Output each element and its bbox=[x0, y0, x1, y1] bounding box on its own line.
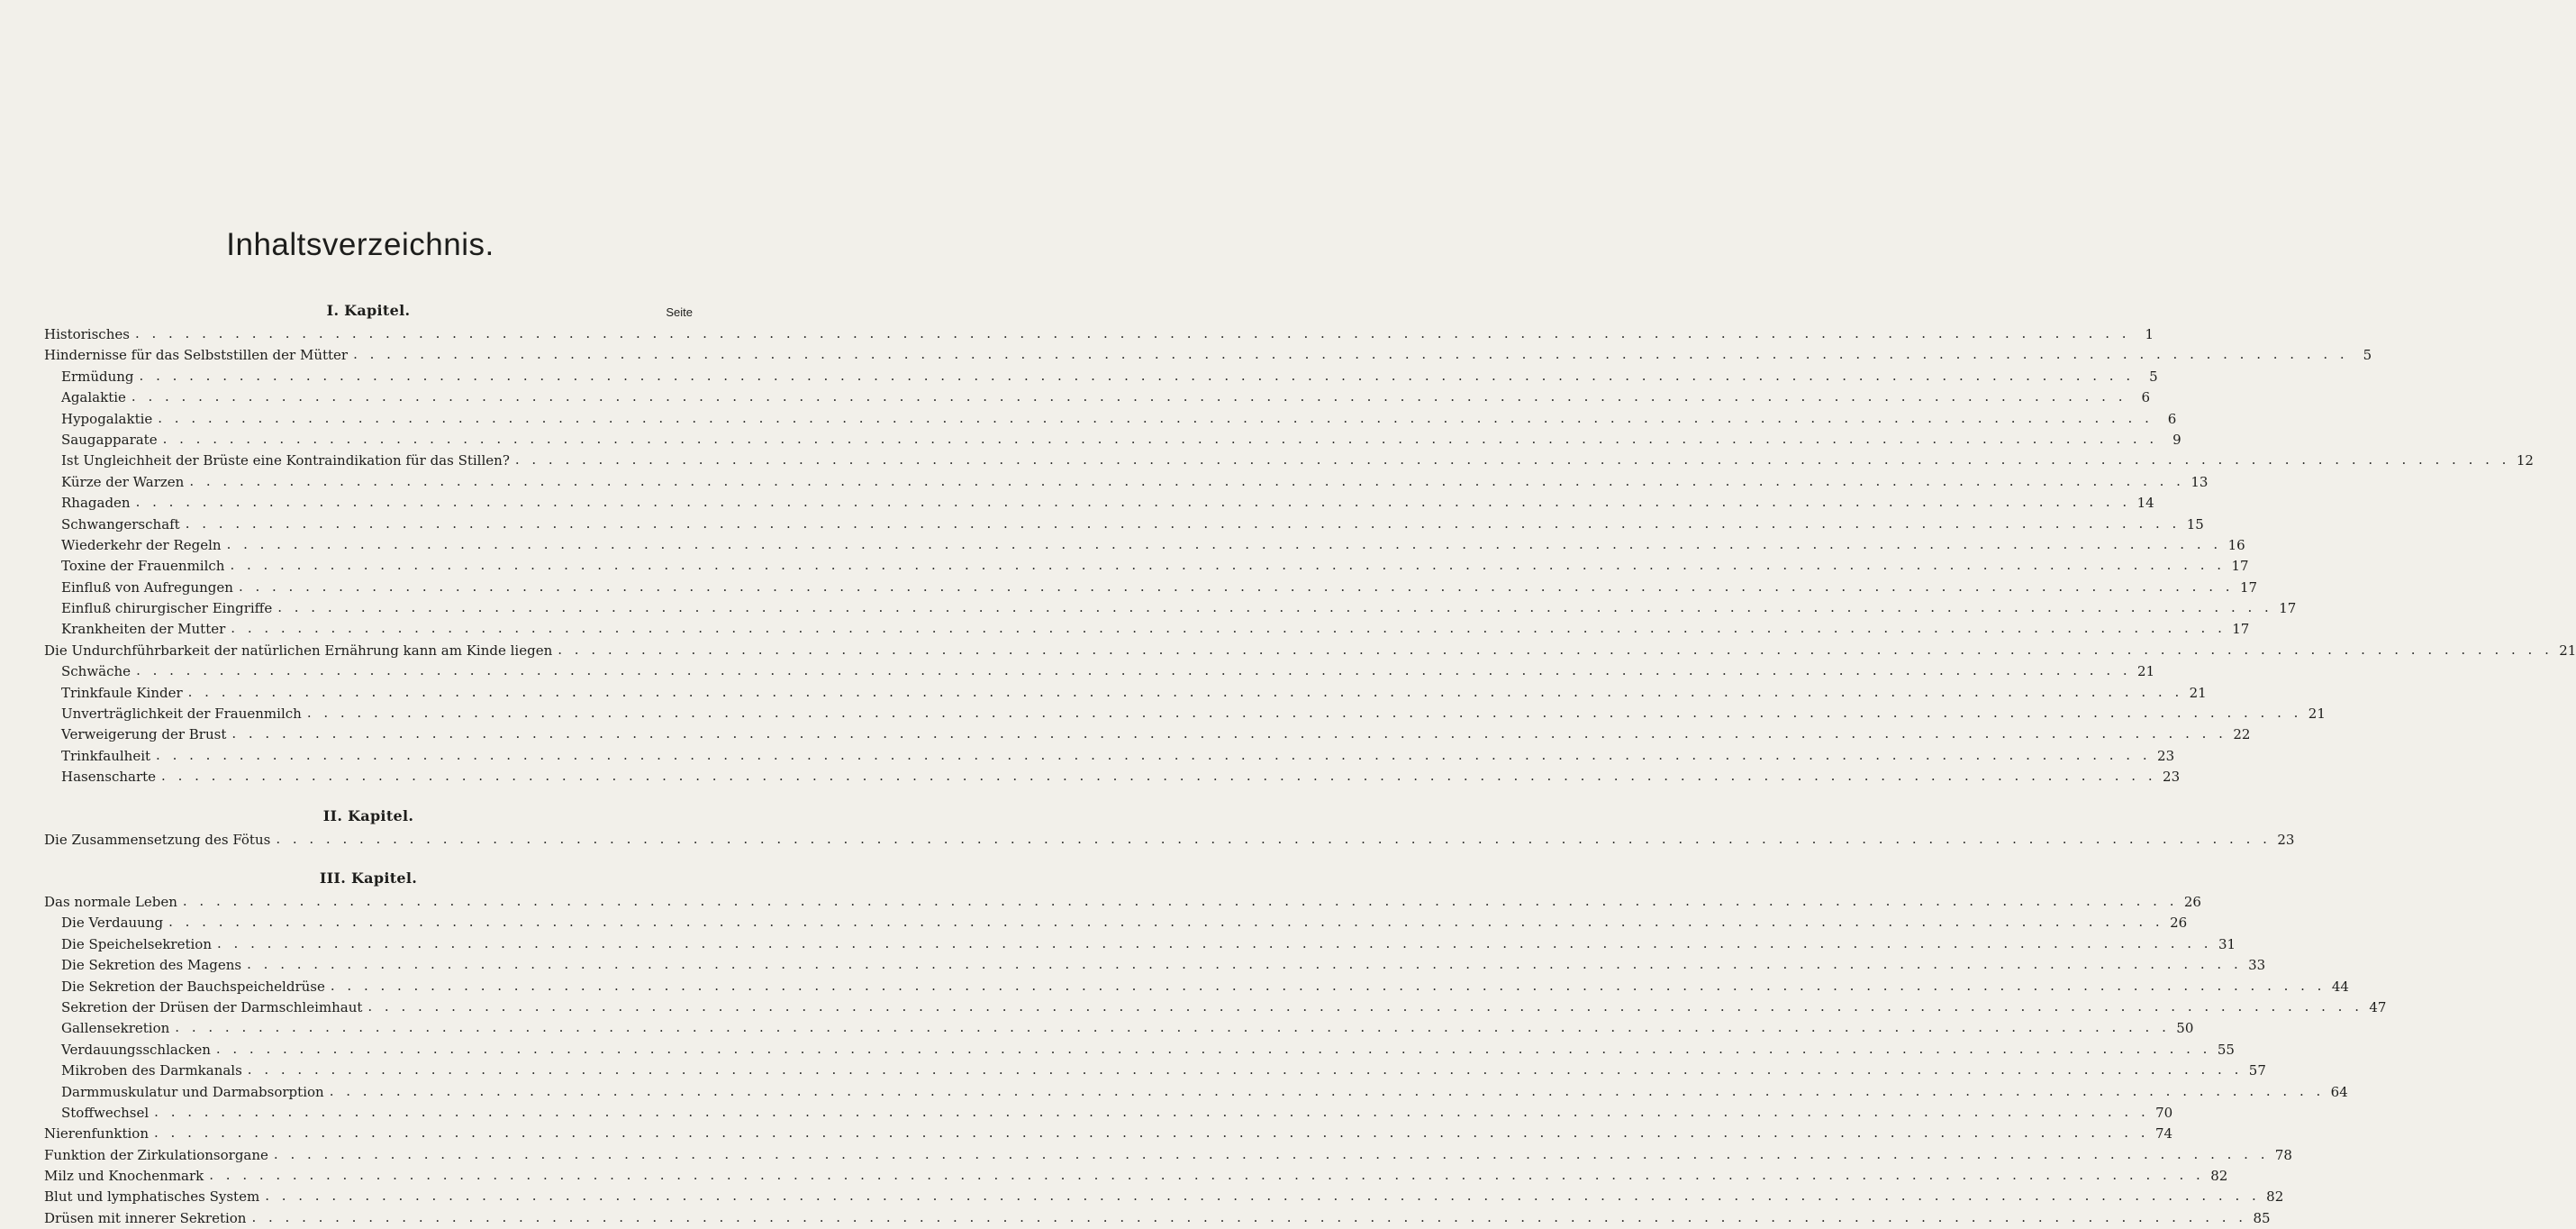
dot-leader: . . . . . . . . . . . . . . . . . . . . . . . . . . . . . . . . . . . . . . . . . . . . . . . . . . . . . . . . . . . . . . . . . . . . . . . . . . . . . . . . . . . . . . . . . . . . . . . . . . . . . . . . . . . . . . . . . . . . . . . . bbox=[217, 934, 2213, 951]
entry-title: Trinkfaule Kinder bbox=[61, 684, 183, 701]
toc-subentry bbox=[44, 619, 2250, 640]
entry-title: Milz und Knochenmark bbox=[44, 1168, 204, 1185]
dot-leader: . . . . . . . . . . . . . . . . . . . . . . . . . . . . . . . . . . . . . . . . . . . . . . . . . . . . . . . . . . . . . . . . . . . . . . . . . . . . . . . . . . . . . . . . . . . . . . . . . . . . . . . . . . . . . . . . . . . . . . . . bbox=[154, 1124, 2150, 1142]
toc-subentry bbox=[44, 746, 2175, 767]
dot-leader: . . . . . . . . . . . . . . . . . . . . . . . . . . . . . . . . . . . . . . . . . . . . . . . . . . . . . . . . . . . . . . . . . . . . . . . . . . . . . . . . . . . . . . . . . . . . . . . . . . . . . . . . . . . . . . . . . . . . . . . . bbox=[329, 1082, 2325, 1099]
toc-subentry bbox=[44, 472, 2209, 493]
dot-leader: . . . . . . . . . . . . . . . . . . . . . . . . . . . . . . . . . . . . . . . . . . . . . . . . . . . . . . . . . . . . . . . . . . . . . . . . . . . . . . . . . . . . . . . . . . . . . . . . . . . . . . . . . . . . . . . . . . . . . . . . bbox=[187, 683, 2183, 700]
toc-subentry bbox=[44, 514, 2204, 535]
toc-subentry bbox=[44, 1061, 2266, 1081]
toc-entry bbox=[44, 345, 2372, 366]
toc-subentry bbox=[44, 913, 2188, 933]
entry-title: Wiederkehr der Regeln bbox=[61, 536, 222, 553]
page-number: 55 bbox=[2217, 1041, 2235, 1058]
toc-subentry bbox=[44, 1082, 2348, 1103]
toc-subentry bbox=[44, 1040, 2235, 1061]
toc-subentry bbox=[44, 451, 2534, 471]
page-number: 15 bbox=[2186, 515, 2204, 533]
page-number: 17 bbox=[2232, 621, 2250, 638]
page-number: 5 bbox=[2363, 347, 2372, 364]
chapter-spacer bbox=[44, 851, 693, 865]
table-of-contents bbox=[44, 297, 2576, 1229]
page-title: Inhaltsverzeichnis. bbox=[226, 227, 494, 262]
dot-leader: . . . . . . . . . . . . . . . . . . . . . . . . . . . . . . . . . . . . . . . . . . . . . . . . . . . . . . . . . . . . . . . . . . . . . . . . . . . . . . . . . . . . . . . . . . . . . . . . . . . . . . . . . . . . . . . . . . . . . . . . bbox=[247, 956, 2243, 973]
chapter-heading: I. Kapitel. bbox=[326, 302, 411, 319]
entry-title: Einfluß von Aufregungen bbox=[61, 578, 233, 596]
entry-title: Die Zusammensetzung des Fötus bbox=[44, 831, 271, 848]
page-number: 6 bbox=[2141, 389, 2150, 406]
toc-subentry bbox=[44, 409, 2177, 430]
page-number: 17 bbox=[2231, 558, 2249, 575]
page-number: 44 bbox=[2331, 978, 2349, 995]
entry-title: Rhagaden bbox=[61, 495, 131, 512]
page-number: 82 bbox=[2266, 1188, 2284, 1206]
toc-subentry bbox=[44, 683, 2207, 704]
dot-leader: . . . . . . . . . . . . . . . . . . . . . . . . . . . . . . . . . . . . . . . . . . . . . . . . . . . . . . . . . . . . . . . . . . . . . . . . . . . . . . . . . . . . . . . . . . . . . . . . . . . . . . . . . . . . . . . . . . . . . . . . bbox=[154, 1103, 2150, 1120]
page-number: 33 bbox=[2248, 957, 2266, 974]
page-number: 1 bbox=[2145, 326, 2154, 342]
dot-leader: . . . . . . . . . . . . . . . . . . . . . . . . . . . . . . . . . . . . . . . . . . . . . . . . . . . . . . . . . . . . . . . . . . . . . . . . . . . . . . . . . . . . . . . . . . . . . . . . . . . . . . . . . . . . . . . . . . . . . . . . bbox=[215, 1040, 2211, 1057]
entry-title: Das normale Leben bbox=[44, 893, 177, 910]
chapter-spacer bbox=[44, 788, 693, 803]
page-number: 21 bbox=[2308, 706, 2326, 723]
dot-leader: . . . . . . . . . . . . . . . . . . . . . . . . . . . . . . . . . . . . . . . . . . . . . . . . . . . . . . . . . . . . . . . . . . . . . . . . . . . . . . . . . . . . . . . . . . . . . . . . . . . . . . . . . . . . . . . . . . . . . . . . bbox=[247, 1061, 2243, 1079]
dot-leader: . . . . . . . . . . . . . . . . . . . . . . . . . . . . . . . . . . . . . . . . . . . . . . . . . . . . . . . . . . . . . . . . . . . . . . . . . . . . . . . . . . . . . . . . . . . . . . . . . . . . . . . . . . . . . . . . . . . . . . . . bbox=[226, 535, 2222, 552]
toc-entry bbox=[44, 1145, 2292, 1166]
dot-leader: . . . . . . . . . . . . . . . . . . . . . . . . . . . . . . . . . . . . . . . . . . . . . . . . . . . . . . . . . . . . . . . . . . . . . . . . . . . . . . . . . . . . . . . . . . . . . . . . . . . . . . . . . . . . . . . . . . . . . . . . bbox=[136, 662, 2132, 679]
entry-title: Funktion der Zirkulationsorgane bbox=[44, 1146, 268, 1163]
page-number: 16 bbox=[2227, 536, 2245, 553]
toc-subentry bbox=[44, 535, 2245, 556]
entry-title: Kürze der Warzen bbox=[61, 473, 185, 490]
dot-leader: . . . . . . . . . . . . . . . . . . . . . . . . . . . . . . . . . . . . . . . . . . . . . . . . . . . . . . . . . . . . . . . . . . . . . . . . . . . . . . . . . . . . . . . . . . . . . . . . . . . . . . . . . . . . . . . . . . . . . . . . bbox=[231, 620, 2227, 637]
toc-subentry bbox=[44, 598, 2297, 619]
dot-leader: . . . . . . . . . . . . . . . . . . . . . . . . . . . . . . . . . . . . . . . . . . . . . . . . . . . . . . . . . . . . . . . . . . . . . . . . . . . . . . . . . . . . . . . . . . . . . . . . . . . . . . . . . . . . . . . . . . . . . . . . bbox=[182, 892, 2178, 909]
page-number: 23 bbox=[2163, 769, 2181, 786]
page-number: 50 bbox=[2176, 1020, 2194, 1037]
dot-leader: . . . . . . . . . . . . . . . . . . . . . . . . . . . . . . . . . . . . . . . . . . . . . . . . . . . . . . . . . . . . . . . . . . . . . . . . . . . . . . . . . . . . . . . . . . . . . . . . . . . . . . . . . . . . . . . . . . . . . . . . bbox=[273, 1145, 2269, 1162]
entry-title: Blut und lymphatisches System bbox=[44, 1188, 260, 1206]
chapter-heading-row bbox=[44, 297, 693, 324]
page-number: 21 bbox=[2189, 684, 2207, 701]
entry-title: Hindernisse für das Selbststillen der Mütter bbox=[44, 347, 349, 364]
dot-leader: . . . . . . . . . . . . . . . . . . . . . . . . . . . . . . . . . . . . . . . . . . . . . . . . . . . . . . . . . . . . . . . . . . . . . . . . . . . . . . . . . . . . . . . . . . . . . . . . . . . . . . . . . . . . . . . . . . . . . . . . bbox=[306, 705, 2302, 722]
dot-leader: . . . . . . . . . . . . . . . . . . . . . . . . . . . . . . . . . . . . . . . . . . . . . . . . . . . . . . . . . . . . . . . . . . . . . . . . . . . . . . . . . . . . . . . . . . . . . . . . . . . . . . . . . . . . . . . . . . . . . . . . bbox=[135, 494, 2131, 511]
toc-entry bbox=[44, 1208, 2271, 1229]
toc-entry bbox=[44, 892, 2201, 913]
toc-subentry bbox=[44, 704, 2326, 724]
toc-subentry bbox=[44, 387, 2150, 408]
page-number: 78 bbox=[2274, 1146, 2292, 1163]
page-column-label: Seite bbox=[666, 305, 693, 319]
toc-subentry bbox=[44, 1018, 2194, 1039]
dot-leader: . . . . . . . . . . . . . . . . . . . . . . . . . . . . . . . . . . . . . . . . . . . . . . . . . . . . . . . . . . . . . . . . . . . . . . . . . . . . . . . . . . . . . . . . . . . . . . . . . . . . . . . . . . . . . . . . . . . . . . . . bbox=[162, 430, 2158, 447]
page-number: 47 bbox=[2369, 998, 2387, 1015]
entry-title: Verweigerung der Brust bbox=[61, 726, 227, 743]
dot-leader: . . . . . . . . . . . . . . . . . . . . . . . . . . . . . . . . . . . . . . . . . . . . . . . . . . . . . . . . . . . . . . . . . . . . . . . . . . . . . . . . . . . . . . . . . . . . . . . . . . . . . . . . . . . . . . . . . . . . . . . . bbox=[185, 514, 2181, 532]
entry-title: Ermüdung bbox=[61, 368, 134, 385]
toc-entry bbox=[44, 830, 2295, 851]
toc-subentry bbox=[44, 767, 2181, 787]
toc-entry bbox=[44, 1166, 2228, 1187]
toc-subentry bbox=[44, 1103, 2173, 1124]
entry-title: Agalaktie bbox=[61, 389, 126, 406]
entry-title: Die Speichelsekretion bbox=[61, 935, 212, 952]
dot-leader: . . . . . . . . . . . . . . . . . . . . . . . . . . . . . . . . . . . . . . . . . . . . . . . . . . . . . . . . . . . . . . . . . . . . . . . . . . . . . . . . . . . . . . . . . . . . . . . . . . . . . . . . . . . . . . . . . . . . . . . . bbox=[238, 578, 2235, 595]
entry-title: Hasenscharte bbox=[61, 769, 157, 786]
toc-subentry bbox=[44, 977, 2349, 997]
entry-title: Die Undurchführbarkeit der natürlichen Ernährung kann am Kinde liegen bbox=[44, 642, 553, 659]
toc-entry bbox=[44, 641, 2576, 661]
chapter-heading: II. Kapitel. bbox=[322, 806, 414, 824]
page-number: 57 bbox=[2248, 1062, 2266, 1079]
entry-title: Hypogalaktie bbox=[61, 410, 153, 427]
toc-subentry bbox=[44, 367, 2158, 387]
toc-subentry bbox=[44, 493, 2154, 514]
page-number: 22 bbox=[2233, 726, 2251, 743]
dot-leader: . . . . . . . . . . . . . . . . . . . . . . . . . . . . . . . . . . . . . . . . . . . . . . . . . . . . . . . . . . . . . . . . . . . . . . . . . . . . . . . . . . . . . . . . . . . . . . . . . . . . . . . . . . . . . . . . . . . . . . . . bbox=[156, 746, 2152, 763]
page-number: 12 bbox=[2516, 452, 2534, 469]
dot-leader: . . . . . . . . . . . . . . . . . . . . . . . . . . . . . . . . . . . . . . . . . . . . . . . . . . . . . . . . . . . . . . . . . . . . . . . . . . . . . . . . . . . . . . . . . . . . . . . . . . . . . . . . . . . . . . . . . . . . . . . . bbox=[175, 1019, 2171, 1036]
toc-entry bbox=[44, 324, 2154, 345]
dot-leader: . . . . . . . . . . . . . . . . . . . . . . . . . . . . . . . . . . . . . . . . . . . . . . . . . . . . . . . . . . . . . . . . . . . . . . . . . . . . . . . . . . . . . . . . . . . . . . . . . . . . . . . . . . . . . . . . . . . . . . . . bbox=[277, 599, 2273, 616]
chapter-heading-row bbox=[44, 803, 693, 830]
toc-subentry bbox=[44, 724, 2251, 745]
entry-title: Schwangerschaft bbox=[61, 515, 180, 533]
page-number: 13 bbox=[2191, 473, 2209, 490]
page-number: 26 bbox=[2170, 915, 2188, 932]
dot-leader: . . . . . . . . . . . . . . . . . . . . . . . . . . . . . . . . . . . . . . . . . . . . . . . . . . . . . . . . . . . . . . . . . . . . . . . . . . . . . . . . . . . . . . . . . . . . . . . . . . . . . . . . . . . . . . . . . . . . . . . . bbox=[265, 1188, 2261, 1205]
page-number: 14 bbox=[2136, 495, 2154, 512]
page-number: 31 bbox=[2218, 935, 2236, 952]
page-number: 9 bbox=[2172, 431, 2181, 448]
page-number: 17 bbox=[2239, 578, 2258, 596]
entry-title: Die Verdauung bbox=[61, 915, 164, 932]
dot-leader: . . . . . . . . . . . . . . . . . . . . . . . . . . . . . . . . . . . . . . . . . . . . . . . . . . . . . . . . . . . . . . . . . . . . . . . . . . . . . . . . . . . . . . . . . . . . . . . . . . . . . . . . . . . . . . . . . . . . . . . . bbox=[161, 768, 2157, 785]
page-number: 23 bbox=[2157, 747, 2175, 764]
dot-leader: . . . . . . . . . . . . . . . . . . . . . . . . . . . . . . . . . . . . . . . . . . . . . . . . . . . . . . . . . . . . . . . . . . . . . . . . . . . . . . . . . . . . . . . . . . . . . . . . . . . . . . . . . . . . . . . . . . . . . . . . bbox=[353, 346, 2349, 363]
dot-leader: . . . . . . . . . . . . . . . . . . . . . . . . . . . . . . . . . . . . . . . . . . . . . . . . . . . . . . . . . . . . . . . . . . . . . . . . . . . . . . . . . . . . . . . . . . . . . . . . . . . . . . . . . . . . . . . . . . . . . . . . bbox=[131, 388, 2127, 405]
dot-leader: . . . . . . . . . . . . . . . . . . . . . . . . . . . . . . . . . . . . . . . . . . . . . . . . . . . . . . . . . . . . . . . . . . . . . . . . . . . . . . . . . . . . . . . . . . . . . . . . . . . . . . . . . . . . . . . . . . . . . . . . bbox=[367, 997, 2363, 1015]
dot-leader: . . . . . . . . . . . . . . . . . . . . . . . . . . . . . . . . . . . . . . . . . . . . . . . . . . . . . . . . . . . . . . . . . . . . . . . . . . . . . . . . . . . . . . . . . . . . . . . . . . . . . . . . . . . . . . . . . . . . . . . . bbox=[514, 451, 2510, 469]
page-number: 70 bbox=[2155, 1104, 2173, 1121]
page-number: 82 bbox=[2210, 1168, 2228, 1185]
dot-leader: . . . . . . . . . . . . . . . . . . . . . . . . . . . . . . . . . . . . . . . . . . . . . . . . . . . . . . . . . . . . . . . . . . . . . . . . . . . . . . . . . . . . . . . . . . . . . . . . . . . . . . . . . . . . . . . . . . . . . . . . bbox=[134, 325, 2131, 341]
dot-leader: . . . . . . . . . . . . . . . . . . . . . . . . . . . . . . . . . . . . . . . . . . . . . . . . . . . . . . . . . . . . . . . . . . . . . . . . . . . . . . . . . . . . . . . . . . . . . . . . . . . . . . . . . . . . . . . . . . . . . . . . bbox=[158, 409, 2154, 426]
dot-leader: . . . . . . . . . . . . . . . . . . . . . . . . . . . . . . . . . . . . . . . . . . . . . . . . . . . . . . . . . . . . . . . . . . . . . . . . . . . . . . . . . . . . . . . . . . . . . . . . . . . . . . . . . . . . . . . . . . . . . . . . bbox=[230, 557, 2226, 574]
toc-subentry bbox=[44, 661, 2155, 682]
toc-subentry bbox=[44, 934, 2236, 955]
entry-title: Darmmuskulatur und Darmabsorption bbox=[61, 1083, 324, 1100]
dot-leader: . . . . . . . . . . . . . . . . . . . . . . . . . . . . . . . . . . . . . . . . . . . . . . . . . . . . . . . . . . . . . . . . . . . . . . . . . . . . . . . . . . . . . . . . . . . . . . . . . . . . . . . . . . . . . . . . . . . . . . . . bbox=[139, 367, 2135, 384]
entry-title: Die Sekretion des Magens bbox=[61, 957, 242, 974]
page-number: 23 bbox=[2277, 831, 2295, 848]
entry-title: Die Sekretion der Bauchspeicheldrüse bbox=[61, 978, 325, 995]
entry-title: Ist Ungleichheit der Brüste eine Kontraindikation für das Stillen? bbox=[61, 452, 510, 469]
dot-leader: . . . . . . . . . . . . . . . . . . . . . . . . . . . . . . . . . . . . . . . . . . . . . . . . . . . . . . . . . . . . . . . . . . . . . . . . . . . . . . . . . . . . . . . . . . . . . . . . . . . . . . . . . . . . . . . . . . . . . . . . bbox=[251, 1208, 2247, 1225]
toc-entry bbox=[44, 1124, 2173, 1144]
entry-title: Mikroben des Darmkanals bbox=[61, 1062, 242, 1079]
entry-title: Trinkfaulheit bbox=[61, 747, 151, 764]
page-number: 85 bbox=[2253, 1209, 2271, 1226]
page-number: 5 bbox=[2149, 368, 2158, 385]
page-number: 17 bbox=[2279, 600, 2297, 617]
entry-title: Stoffwechsel bbox=[61, 1104, 150, 1121]
page-number: 6 bbox=[2167, 410, 2177, 427]
entry-title: Saugapparate bbox=[61, 431, 158, 448]
dot-leader: . . . . . . . . . . . . . . . . . . . . . . . . . . . . . . . . . . . . . . . . . . . . . . . . . . . . . . . . . . . . . . . . . . . . . . . . . . . . . . . . . . . . . . . . . . . . . . . . . . . . . . . . . . . . . . . . . . . . . . . . bbox=[558, 641, 2553, 658]
toc-subentry bbox=[44, 955, 2266, 976]
dot-leader: . . . . . . . . . . . . . . . . . . . . . . . . . . . . . . . . . . . . . . . . . . . . . . . . . . . . . . . . . . . . . . . . . . . . . . . . . . . . . . . . . . . . . . . . . . . . . . . . . . . . . . . . . . . . . . . . . . . . . . . . bbox=[231, 725, 2227, 742]
entry-title: Schwäche bbox=[61, 663, 132, 680]
entry-title: Verdauungsschlacken bbox=[61, 1041, 211, 1058]
dot-leader: . . . . . . . . . . . . . . . . . . . . . . . . . . . . . . . . . . . . . . . . . . . . . . . . . . . . . . . . . . . . . . . . . . . . . . . . . . . . . . . . . . . . . . . . . . . . . . . . . . . . . . . . . . . . . . . . . . . . . . . . bbox=[168, 914, 2164, 931]
page-number: 64 bbox=[2330, 1083, 2348, 1100]
page-number: 74 bbox=[2154, 1125, 2173, 1143]
entry-title: Historisches bbox=[44, 326, 130, 342]
toc-subentry bbox=[44, 556, 2249, 577]
page-number: 21 bbox=[2137, 663, 2155, 680]
entry-title: Einfluß chirurgischer Eingriffe bbox=[61, 600, 273, 617]
chapter-heading: III. Kapitel. bbox=[319, 869, 418, 887]
toc-subentry bbox=[44, 997, 2387, 1018]
dot-leader: . . . . . . . . . . . . . . . . . . . . . . . . . . . . . . . . . . . . . . . . . . . . . . . . . . . . . . . . . . . . . . . . . . . . . . . . . . . . . . . . . . . . . . . . . . . . . . . . . . . . . . . . . . . . . . . . . . . . . . . . bbox=[330, 977, 2326, 994]
toc-subentry bbox=[44, 578, 2258, 598]
entry-title: Nierenfunktion bbox=[44, 1125, 149, 1143]
dot-leader: . . . . . . . . . . . . . . . . . . . . . . . . . . . . . . . . . . . . . . . . . . . . . . . . . . . . . . . . . . . . . . . . . . . . . . . . . . . . . . . . . . . . . . . . . . . . . . . . . . . . . . . . . . . . . . . . . . . . . . . . bbox=[209, 1167, 2205, 1184]
entry-title: Unverträglichkeit der Frauenmilch bbox=[61, 706, 302, 723]
entry-title: Toxine der Frauenmilch bbox=[61, 558, 225, 575]
page-number: 21 bbox=[2559, 642, 2576, 659]
entry-title: Sekretion der Drüsen der Darmschleimhaut bbox=[61, 998, 363, 1015]
toc-entry bbox=[44, 1187, 2284, 1207]
dot-leader: . . . . . . . . . . . . . . . . . . . . . . . . . . . . . . . . . . . . . . . . . . . . . . . . . . . . . . . . . . . . . . . . . . . . . . . . . . . . . . . . . . . . . . . . . . . . . . . . . . . . . . . . . . . . . . . . . . . . . . . . bbox=[276, 830, 2272, 847]
page-number: 26 bbox=[2183, 893, 2201, 910]
entry-title: Gallensekretion bbox=[61, 1020, 170, 1037]
dot-leader: . . . . . . . . . . . . . . . . . . . . . . . . . . . . . . . . . . . . . . . . . . . . . . . . . . . . . . . . . . . . . . . . . . . . . . . . . . . . . . . . . . . . . . . . . . . . . . . . . . . . . . . . . . . . . . . . . . . . . . . . bbox=[189, 472, 2185, 489]
entry-title: Krankheiten der Mutter bbox=[61, 621, 226, 638]
toc-subentry bbox=[44, 430, 2181, 451]
entry-title: Drüsen mit innerer Sekretion bbox=[44, 1209, 247, 1226]
chapter-heading-row bbox=[44, 865, 693, 892]
